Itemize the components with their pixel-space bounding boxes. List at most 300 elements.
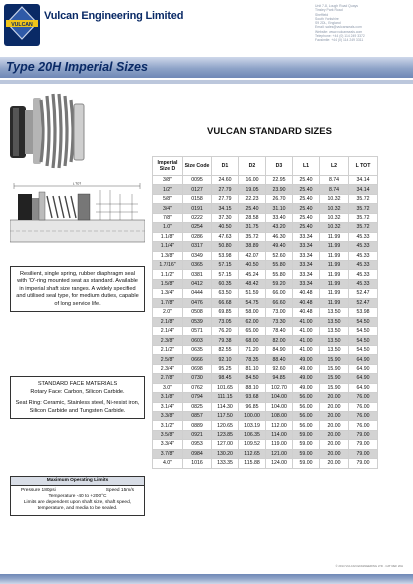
table-cell: 69.85 (212, 308, 239, 317)
table-cell: 35.72 (239, 232, 266, 241)
table-cell: 53.98 (349, 308, 378, 317)
table-cell: 1.1/8" (153, 232, 183, 241)
table-cell: 2.7/8" (153, 374, 183, 383)
table-cell: 104.00 (266, 402, 293, 411)
table-cell: 3.7/8" (153, 449, 183, 458)
table-cell: 13.50 (320, 345, 349, 354)
table-cell: 0984 (183, 449, 212, 458)
face-materials-box (10, 376, 145, 419)
page-title: Type 20H Imperial Sizes (6, 60, 148, 74)
column-header: L TOT (349, 157, 378, 176)
vulcan-logo (3, 3, 41, 47)
table-cell: 92.60 (266, 364, 293, 373)
table-cell: 54.50 (349, 345, 378, 354)
table-cell: 24.60 (212, 176, 239, 185)
svg-text:VULCAN: VULCAN (11, 21, 33, 28)
table-cell: 111.15 (212, 393, 239, 402)
table-cell: 41.00 (293, 345, 320, 354)
table-cell: 3.1/2" (153, 421, 183, 430)
table-cell: 49.00 (293, 383, 320, 392)
table-cell: 0412 (183, 279, 212, 288)
table-cell: 31.10 (266, 204, 293, 213)
table-cell: 33.40 (266, 213, 293, 222)
table-cell: 3.1/8" (153, 393, 183, 402)
table-cell: 28.58 (239, 213, 266, 222)
table-row (153, 383, 378, 392)
table-row (153, 185, 378, 194)
table-cell: 11.99 (320, 260, 349, 269)
table-cell: 78.35 (239, 355, 266, 364)
table-cell: 34.14 (349, 176, 378, 185)
table-cell: 124.00 (266, 459, 293, 468)
table-row (153, 355, 378, 364)
table-cell: 98.45 (212, 374, 239, 383)
table-cell: 1.5/8" (153, 279, 183, 288)
table-cell: 43.20 (266, 223, 293, 232)
table-cell: 0953 (183, 440, 212, 449)
table-cell: 35.72 (349, 213, 378, 222)
table-cell: 1.0" (153, 223, 183, 232)
table-cell: 0365 (183, 260, 212, 269)
table-row (153, 279, 378, 288)
table-cell: 114.00 (266, 430, 293, 439)
table-row (153, 194, 378, 203)
table-cell: 27.79 (212, 185, 239, 194)
table-cell: 0476 (183, 298, 212, 307)
operating-limits-box (10, 476, 145, 516)
temperature-limit: Temperature -40 to +200°C (48, 494, 107, 499)
table-cell: 55.80 (266, 260, 293, 269)
table-cell: 2.3/4" (153, 364, 183, 373)
table-cell: 33.34 (293, 232, 320, 241)
table-cell: 13.50 (320, 317, 349, 326)
table-cell: 11.99 (320, 279, 349, 288)
table-cell: 10.32 (320, 194, 349, 203)
table-cell: 31.75 (239, 223, 266, 232)
table-row (153, 411, 378, 420)
table-cell: 82.55 (212, 345, 239, 354)
table-cell: 27.79 (212, 194, 239, 203)
table-cell: 54.50 (349, 336, 378, 345)
column-header: D3 (266, 157, 293, 176)
table-cell: 84.50 (239, 374, 266, 383)
table-cell: 133.35 (212, 459, 239, 468)
table-row (153, 308, 378, 317)
company-name: Vulcan Engineering Limited (44, 10, 184, 22)
table-cell: 81.10 (239, 364, 266, 373)
table-cell: 20.00 (320, 402, 349, 411)
table-cell: 101.65 (212, 383, 239, 392)
table-cell: 0794 (183, 393, 212, 402)
table-cell: 5/8" (153, 194, 183, 203)
table-cell: 34.15 (212, 204, 239, 213)
table-cell: 20.00 (320, 421, 349, 430)
table-cell: 103.19 (239, 421, 266, 430)
table-cell: 57.15 (212, 270, 239, 279)
table-cell: 0603 (183, 336, 212, 345)
table-cell: 0889 (183, 421, 212, 430)
table-row (153, 232, 378, 241)
table-cell: 1.7/16" (153, 260, 183, 269)
table-cell: 1.1/4" (153, 242, 183, 251)
column-header: D2 (239, 157, 266, 176)
table-cell: 64.90 (349, 355, 378, 364)
table-cell: 115.88 (239, 459, 266, 468)
table-cell: 1.7/8" (153, 298, 183, 307)
table-cell: 25.40 (293, 185, 320, 194)
table-cell: 33.34 (293, 279, 320, 288)
table-cell: 76.00 (349, 402, 378, 411)
table-cell: 104.00 (266, 393, 293, 402)
table-cell: 79.00 (349, 430, 378, 439)
table-cell: 78.40 (266, 327, 293, 336)
table-cell: 11.99 (320, 289, 349, 298)
table-cell: 49.40 (266, 242, 293, 251)
speed-limit: Speed 15m/s (105, 488, 134, 493)
table-cell: 79.00 (349, 449, 378, 458)
table-cell: 2.1/2" (153, 345, 183, 354)
table-cell: 64.90 (349, 383, 378, 392)
table-cell: 2.0" (153, 308, 183, 317)
table-cell: 123.85 (212, 430, 239, 439)
table-cell: 40.48 (293, 308, 320, 317)
table-cell: 82.00 (266, 336, 293, 345)
table-cell: 25.40 (293, 204, 320, 213)
table-row (153, 251, 378, 260)
table-cell: 3/4" (153, 204, 183, 213)
column-header: Size Code (183, 157, 212, 176)
table-cell: 15.90 (320, 364, 349, 373)
table-cell: 96.85 (239, 402, 266, 411)
table-row (153, 345, 378, 354)
table-cell: 60.35 (212, 279, 239, 288)
seal-description: Resilient, single spring, rubber diaphragm seal with 'O'-ring mounted seat as standard. Available in imperial shaft size ranges. A widely specified and utilised seal type, for medium duties, capable of long service life. (10, 266, 145, 312)
table-cell: 0698 (183, 364, 212, 373)
table-cell: 66.60 (266, 298, 293, 307)
contact-block (315, 4, 405, 43)
table-cell: 45.33 (349, 260, 378, 269)
table-row (153, 374, 378, 383)
table-cell: 22.95 (266, 176, 293, 185)
table-cell: 13.50 (320, 308, 349, 317)
table-row (153, 176, 378, 185)
table-cell: 45.24 (239, 270, 266, 279)
table-row (153, 260, 378, 269)
table-cell: 2.1/8" (153, 317, 183, 326)
table-cell: 106.35 (239, 430, 266, 439)
table-cell: 3.1/4" (153, 402, 183, 411)
table-row (153, 421, 378, 430)
table-cell: 25.40 (293, 213, 320, 222)
contact-line[interactable]: Website: www.vulcanseals.com (315, 29, 363, 34)
table-cell: 119.00 (266, 440, 293, 449)
table-cell: 49.00 (293, 374, 320, 383)
table-cell: 10.32 (320, 223, 349, 232)
table-cell: 1/2" (153, 185, 183, 194)
table-cell: 35.72 (349, 194, 378, 203)
table-cell: 108.00 (266, 411, 293, 420)
seat-ring-text: Seat Ring: Ceramic, Stainless steel, Ni-resist iron, Silicon Carbide and Tungsten Carbide. (15, 400, 140, 414)
column-header: L1 (293, 157, 320, 176)
table-cell: 56.00 (293, 411, 320, 420)
table-cell: 109.52 (239, 440, 266, 449)
contact-line: Sheffield (315, 12, 329, 17)
table-cell: 0158 (183, 194, 212, 203)
table-cell: 3.3/4" (153, 440, 183, 449)
contact-line[interactable]: Email: sales@vulcanseals.com (315, 25, 362, 30)
table-cell: 102.70 (266, 383, 293, 392)
table-cell: 20.00 (320, 459, 349, 468)
rotary-face-text: Rotary Face: Carbon, Silicon Carbide. (30, 389, 125, 396)
table-cell: 66.68 (212, 298, 239, 307)
table-cell: 0539 (183, 317, 212, 326)
table-cell: 0254 (183, 223, 212, 232)
table-cell: 59.00 (293, 430, 320, 439)
contact-line: Telephone: +44 (0) 114 249 3372 (315, 34, 365, 39)
table-cell: 54.50 (349, 327, 378, 336)
table-cell: 13.50 (320, 336, 349, 345)
table-cell: 4.0" (153, 459, 183, 468)
table-cell: 2.1/4" (153, 327, 183, 336)
table-cell: 52.60 (266, 251, 293, 260)
dim-label-ltot: L TOT (72, 181, 82, 186)
table-cell: 1.1/2" (153, 270, 183, 279)
contact-line: Tinsley Park Road (315, 8, 343, 13)
table-cell: 50.80 (212, 242, 239, 251)
table-row (153, 223, 378, 232)
title-bar (0, 57, 413, 78)
table-cell: 71.20 (239, 345, 266, 354)
table-cell: 95.25 (212, 364, 239, 373)
table-cell: 11.99 (320, 232, 349, 241)
table-row (153, 204, 378, 213)
table-cell: 41.00 (293, 327, 320, 336)
table-cell: 25.40 (293, 223, 320, 232)
table-row (153, 393, 378, 402)
table-cell: 88.40 (266, 355, 293, 364)
table-cell: 46.30 (266, 232, 293, 241)
table-row (153, 289, 378, 298)
table-cell: 76.00 (349, 393, 378, 402)
table-cell: 94.85 (266, 374, 293, 383)
table-cell: 16.00 (239, 176, 266, 185)
table-cell: 11.99 (320, 270, 349, 279)
table-cell: 0381 (183, 270, 212, 279)
table-cell: 49.00 (293, 364, 320, 373)
table-row (153, 270, 378, 279)
column-header: L2 (320, 157, 349, 176)
seal-cross-section-diagram (10, 180, 145, 260)
table-cell: 41.00 (293, 317, 320, 326)
table-cell: 45.33 (349, 242, 378, 251)
table-cell: 54.50 (349, 317, 378, 326)
table-cell: 0825 (183, 402, 212, 411)
contact-line: Unit 7-8, Lough Road Quays (315, 4, 358, 8)
table-cell: 0666 (183, 355, 212, 364)
table-cell: 65.00 (239, 327, 266, 336)
table-cell: 117.50 (212, 411, 239, 420)
table-cell: 33.34 (293, 270, 320, 279)
table-row (153, 364, 378, 373)
table-cell: 33.34 (293, 251, 320, 260)
table-cell: 112.65 (239, 449, 266, 458)
table-cell: 1.3/8" (153, 251, 183, 260)
table-cell: 10.32 (320, 204, 349, 213)
table-cell: 120.65 (212, 421, 239, 430)
table-cell: 127.00 (212, 440, 239, 449)
table-cell: 0191 (183, 204, 212, 213)
table-cell: 34.14 (349, 185, 378, 194)
table-cell: 92.10 (212, 355, 239, 364)
table-cell: 20.00 (320, 449, 349, 458)
table-cell: 3.0" (153, 383, 183, 392)
table-cell: 38.89 (239, 242, 266, 251)
table-cell: 64.90 (349, 374, 378, 383)
table-cell: 47.63 (212, 232, 239, 241)
table-cell: 79.38 (212, 336, 239, 345)
table-cell: 45.33 (349, 270, 378, 279)
table-cell: 8.74 (320, 185, 349, 194)
table-cell: 59.20 (266, 279, 293, 288)
table-cell: 73.30 (266, 317, 293, 326)
table-cell: 40.48 (293, 289, 320, 298)
table-cell: 2.3/8" (153, 336, 183, 345)
limits-heading: Maximum Operating Limits (11, 477, 144, 486)
table-cell: 79.00 (349, 459, 378, 468)
table-row (153, 430, 378, 439)
table-cell: 11.99 (320, 242, 349, 251)
table-cell: 63.50 (212, 289, 239, 298)
column-header: Imperial Size D (153, 157, 183, 176)
table-row (153, 336, 378, 345)
table-cell: 26.70 (266, 194, 293, 203)
table-cell: 1.3/4" (153, 289, 183, 298)
contact-line: S9 2DL, England (315, 21, 341, 26)
table-cell: 56.00 (293, 402, 320, 411)
table-cell: 33.34 (293, 242, 320, 251)
table-cell: 56.00 (293, 421, 320, 430)
table-cell: 2.5/8" (153, 355, 183, 364)
table-cell: 0222 (183, 213, 212, 222)
table-cell: 3.5/8" (153, 430, 183, 439)
table-cell: 0095 (183, 176, 212, 185)
table-cell: 40.50 (239, 260, 266, 269)
table-cell: 76.00 (349, 411, 378, 420)
table-cell: 59.00 (293, 449, 320, 458)
table-cell: 45.33 (349, 251, 378, 260)
table-cell: 57.15 (212, 260, 239, 269)
table-cell: 37.30 (212, 213, 239, 222)
table-cell: 0127 (183, 185, 212, 194)
table-cell: 20.00 (320, 440, 349, 449)
table-cell: 15.90 (320, 383, 349, 392)
table-cell: 55.80 (266, 270, 293, 279)
table-cell: 59.00 (293, 440, 320, 449)
table-cell: 64.90 (349, 364, 378, 373)
table-cell: 52.47 (349, 298, 378, 307)
table-cell: 45.33 (349, 279, 378, 288)
table-cell: 35.72 (349, 204, 378, 213)
table-cell: 20.00 (320, 393, 349, 402)
table-cell: 40.48 (293, 298, 320, 307)
table-cell: 73.05 (212, 317, 239, 326)
table-row (153, 242, 378, 251)
table-cell: 79.00 (349, 440, 378, 449)
table-cell: 25.40 (239, 204, 266, 213)
table-cell: 20.00 (320, 411, 349, 420)
table-header-row (153, 157, 378, 176)
column-header: D1 (212, 157, 239, 176)
footnote: © 2014 VULCAN ENGINEERING LTD · CAT REF 20H (335, 564, 403, 568)
table-cell: 3.3/8" (153, 411, 183, 420)
table-cell: 40.50 (212, 223, 239, 232)
table-cell: 0444 (183, 289, 212, 298)
materials-heading: STANDARD FACE MATERIALS (37, 381, 118, 387)
table-cell: 0286 (183, 232, 212, 241)
table-cell: 0730 (183, 374, 212, 383)
table-cell: 19.05 (239, 185, 266, 194)
table-row (153, 317, 378, 326)
table-cell: 48.42 (239, 279, 266, 288)
table-cell: 0349 (183, 251, 212, 260)
table-body (153, 176, 378, 469)
table-cell: 10.32 (320, 213, 349, 222)
table-cell: 1016 (183, 459, 212, 468)
table-cell: 100.00 (239, 411, 266, 420)
table-cell: 52.47 (349, 289, 378, 298)
table-cell: 68.00 (239, 336, 266, 345)
table-cell: 58.00 (239, 308, 266, 317)
table-cell: 25.40 (293, 194, 320, 203)
table-cell: 130.20 (212, 449, 239, 458)
table-cell: 25.40 (293, 176, 320, 185)
table-cell: 0571 (183, 327, 212, 336)
contact-line: South Yorkshire (315, 16, 339, 21)
table-cell: 13.50 (320, 327, 349, 336)
table-cell: 56.00 (293, 393, 320, 402)
table-row (153, 440, 378, 449)
table-row (153, 213, 378, 222)
pressure-limit: Pressure 180psi (21, 488, 56, 493)
table-cell: 0508 (183, 308, 212, 317)
table-cell: 112.00 (266, 421, 293, 430)
sizes-table (152, 156, 378, 469)
table-cell: 93.68 (239, 393, 266, 402)
table-cell: 3/8" (153, 176, 183, 185)
table-cell: 22.23 (239, 194, 266, 203)
table-cell: 0762 (183, 383, 212, 392)
table-cell: 53.98 (212, 251, 239, 260)
table-cell: 15.90 (320, 374, 349, 383)
table-cell: 42.07 (239, 251, 266, 260)
table-cell: 20.00 (320, 430, 349, 439)
table-cell: 51.59 (239, 289, 266, 298)
table-cell: 49.00 (293, 355, 320, 364)
page-header (0, 0, 413, 52)
table-cell: 121.00 (266, 449, 293, 458)
table-cell: 54.75 (239, 298, 266, 307)
table-cell: 0635 (183, 345, 212, 354)
table-cell: 84.90 (266, 345, 293, 354)
table-cell: 0857 (183, 411, 212, 420)
table-row (153, 327, 378, 336)
seal-image (8, 88, 88, 172)
table-cell: 11.99 (320, 298, 349, 307)
table-cell: 15.90 (320, 355, 349, 364)
footer-bar (0, 574, 413, 584)
table-cell: 76.20 (212, 327, 239, 336)
contact-line: Facsimile: +44 (0) 114 249 3311 (315, 38, 364, 43)
